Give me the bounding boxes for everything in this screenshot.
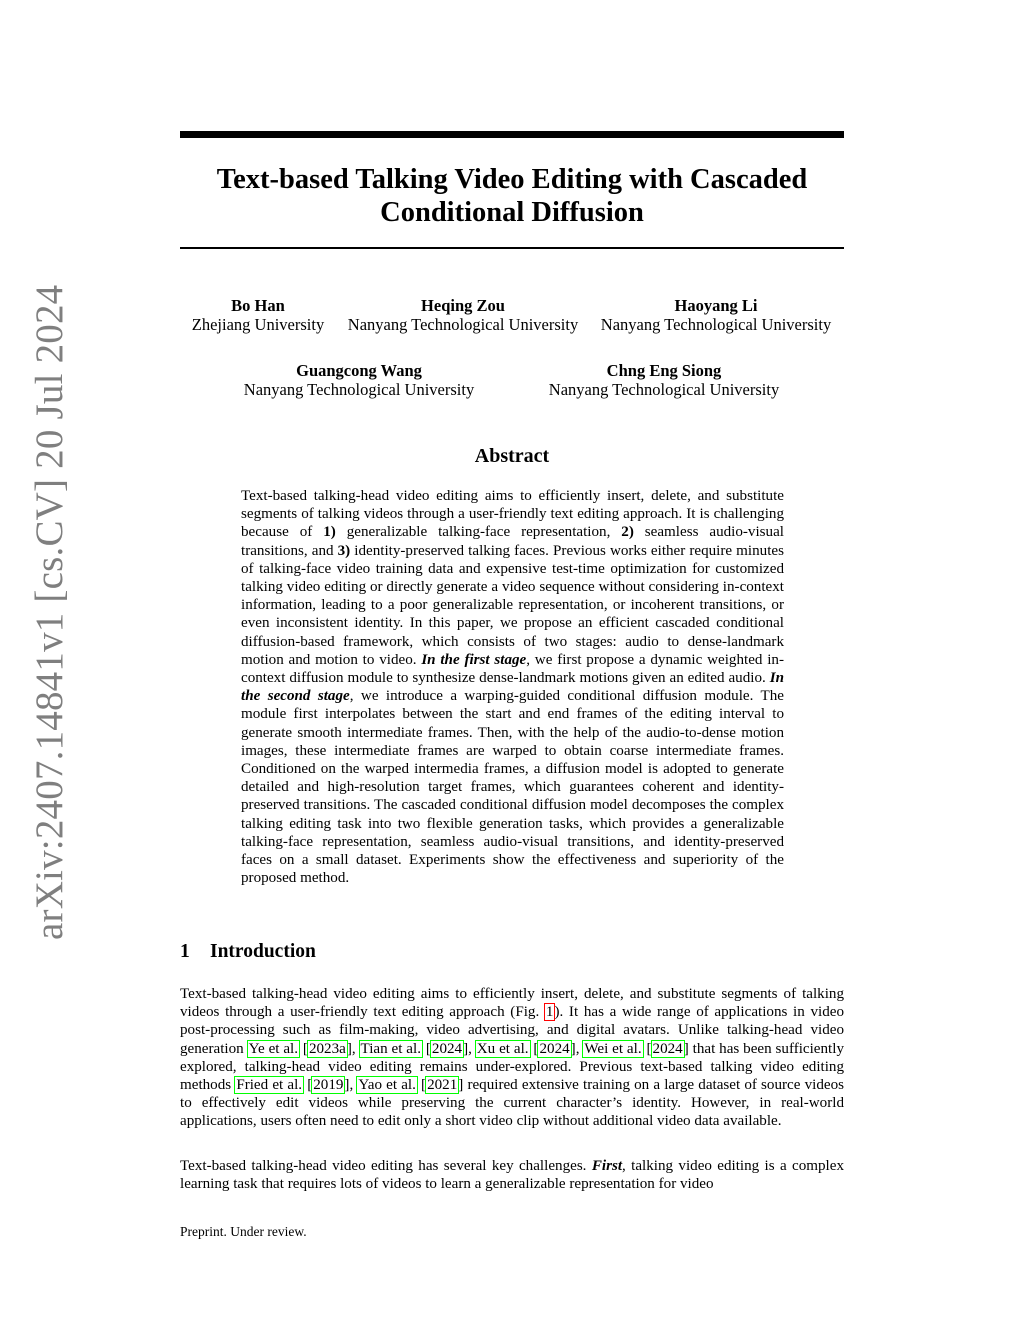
abstract-segment: , we first propose a dynamic weighted in-context diffusion module to synthesize dense-landmark motions given an edited audio.: [241, 651, 784, 687]
author-block-2: [345, 296, 581, 334]
author-block-3: [598, 296, 834, 334]
separator: ,: [349, 1077, 358, 1094]
citation-year-link[interactable]: 2021: [427, 1077, 458, 1094]
author-name: Chng Eng Siong: [606, 361, 722, 380]
author-name: Haoyang Li: [674, 296, 758, 315]
paragraph-segment: required extensive training on a large dataset of source videos to effectively edit videos while preserving the current character’s identity. However, in real-world applications, users often need to edit only a short video clip without additional video data available.: [180, 1077, 845, 1130]
citation-link[interactable]: Xu et al.: [476, 1040, 529, 1057]
citation-year-link[interactable]: 2024: [431, 1040, 463, 1057]
citation-link[interactable]: Yao et al.: [358, 1077, 416, 1094]
abstract-segment: generalizable talking-face representation,: [335, 524, 622, 541]
section-title: Introduction: [210, 941, 316, 962]
author-name: Heqing Zou: [421, 296, 505, 315]
abstract-emphasis-first-stage: In the first stage: [421, 651, 527, 668]
separator: ,: [351, 1040, 360, 1057]
title-line-1: Text-based Talking Video Editing with Cascaded: [216, 164, 808, 195]
title-bottom-rule: [180, 247, 844, 249]
author-name: Guangcong Wang: [296, 361, 422, 380]
separator: ,: [468, 1040, 476, 1057]
paragraph-segment: Text-based talking-head video editing aims to efficiently insert, delete, and substitute segments of talking videos through a user-friendly text editing approach (Fig.: [180, 986, 844, 1021]
author-name: Bo Han: [231, 296, 285, 315]
figure-reference-link[interactable]: 1: [545, 1004, 554, 1021]
citation-link[interactable]: Fried et al.: [236, 1077, 303, 1094]
abstract-text: [241, 487, 784, 887]
paragraph-segment: Text-based talking-head video editing has several key challenges.: [180, 1158, 592, 1174]
paragraph-segment: that has been sufficiently explored, talking-head video editing remains under-explored. Previous text-based talking video editing methods: [180, 1040, 844, 1094]
title-top-rule: [180, 131, 844, 138]
intro-paragraph-2: [180, 1157, 844, 1193]
section-number: 1: [180, 941, 190, 962]
author-affiliation: Nanyang Technological University: [347, 315, 579, 334]
abstract-heading: Abstract: [474, 445, 550, 467]
author-affiliation: Nanyang Technological University: [243, 380, 475, 399]
author-affiliation: Nanyang Technological University: [600, 315, 832, 334]
emphasis-first: First: [591, 1158, 623, 1174]
section-heading-introduction: [180, 941, 316, 963]
paper-title: [180, 163, 844, 229]
author-block-1: [187, 296, 329, 334]
citation-year-link[interactable]: 2024: [652, 1040, 683, 1057]
abstract-segment: seamless audio-visual transitions, and: [241, 524, 784, 559]
paragraph-segment: , talking video editing is a complex learning task that requires lots of videos to learn a generalizable representation for video: [180, 1158, 844, 1193]
citation-year-link[interactable]: 2019: [313, 1077, 344, 1094]
abstract-segment: , we introduce a warping-guided conditional diffusion module. The module first interpolates between the start and end frames of the editing interval to generate smooth intermediate frames. Then, with the help of the audio-to-dense motion images, these intermediate frames are warped to obtain coarse intermediate frames. Conditioned on the warped intermedia frames, a diffusion model is adopted to generate detailed and high-resolution target frames, which guarantees coherent and identity-preserved transitions. The cascaded conditional diffusion model decomposes the complex talking editing task into two flexible generation tasks, which provides a generalizable talking-face representation, seamless audio-visual transitions, and identity-preserved faces on a small dataset. Experiments show the effectiveness and superiority of the proposed method.: [241, 688, 784, 887]
title-line-2: Conditional Diffusion: [380, 197, 644, 228]
arxiv-identifier: arXiv:2407.14841v1 [cs.CV] 20 Jul 2024: [28, 284, 71, 940]
abstract-segment: identity-preserved talking faces. Previous works either require minutes of talking-face video training data and expensive test-time optimization for customized talking video editing or directly generate a video sequence without considering in-context information, leading to a poor generalizable representation, or incoherent transitions, or even inconsistent identity. In this paper, we propose an efficient cascaded conditional diffusion-based framework, which consists of two stages: audio to dense-landmark motion and motion to video.: [241, 542, 784, 668]
author-affiliation: Nanyang Technological University: [548, 380, 780, 399]
citation-link[interactable]: Tian et al.: [360, 1040, 421, 1057]
abstract-emphasis-second-stage: In the second stage: [241, 670, 784, 705]
abstract-segment: Text-based talking-head video editing aims to efficiently insert, delete, and substitute segments of talking videos through a user-friendly text editing approach. It is challenging because of: [241, 488, 784, 541]
abstract-enum-3: 3): [337, 542, 351, 559]
intro-paragraph-1: Text-based talking-head video editing aims to efficiently insert, delete, and substitute segments of talking videos through a user-friendly text editing approach (Fig. 1). It has a wide range of applications in video post-processing such as film-making, video advertising, and digital avatars. Unlike talking-head video generation Ye et al. [2023a], Tian et al. [2024], Xu et al. [2024], Wei et al. [2024] that has been sufficiently explored, talking-head video editing remains under-explored. Previous text-based talking video editing methods Fried et al. [2019], Yao et al. [2021] required extensive training on a large dataset of source videos to effectively edit videos while preserving the current character’s identity. However, in real-world applications, users often need to edit only a short video clip without additional video data available.: [180, 986, 845, 1130]
author-affiliation: Zhejiang University: [191, 315, 325, 334]
abstract-enum-2: 2): [621, 524, 634, 541]
citation-year-link[interactable]: 2024: [539, 1040, 570, 1057]
author-block-4: [241, 361, 477, 399]
separator: ,: [575, 1040, 584, 1057]
citation-link[interactable]: Ye et al.: [248, 1040, 299, 1057]
paragraph-segment: ). It has a wide range of applications in video post-processing such as film-making, video advertising, and digital avatars. Unlike talking-head video generation: [180, 1004, 844, 1057]
footer-note: Preprint. Under review.: [180, 1224, 307, 1239]
citation-year-link[interactable]: 2023a: [308, 1040, 346, 1057]
abstract-enum-1: 1): [323, 524, 336, 541]
citation-link[interactable]: Wei et al.: [584, 1040, 642, 1057]
author-block-5: [546, 361, 782, 399]
